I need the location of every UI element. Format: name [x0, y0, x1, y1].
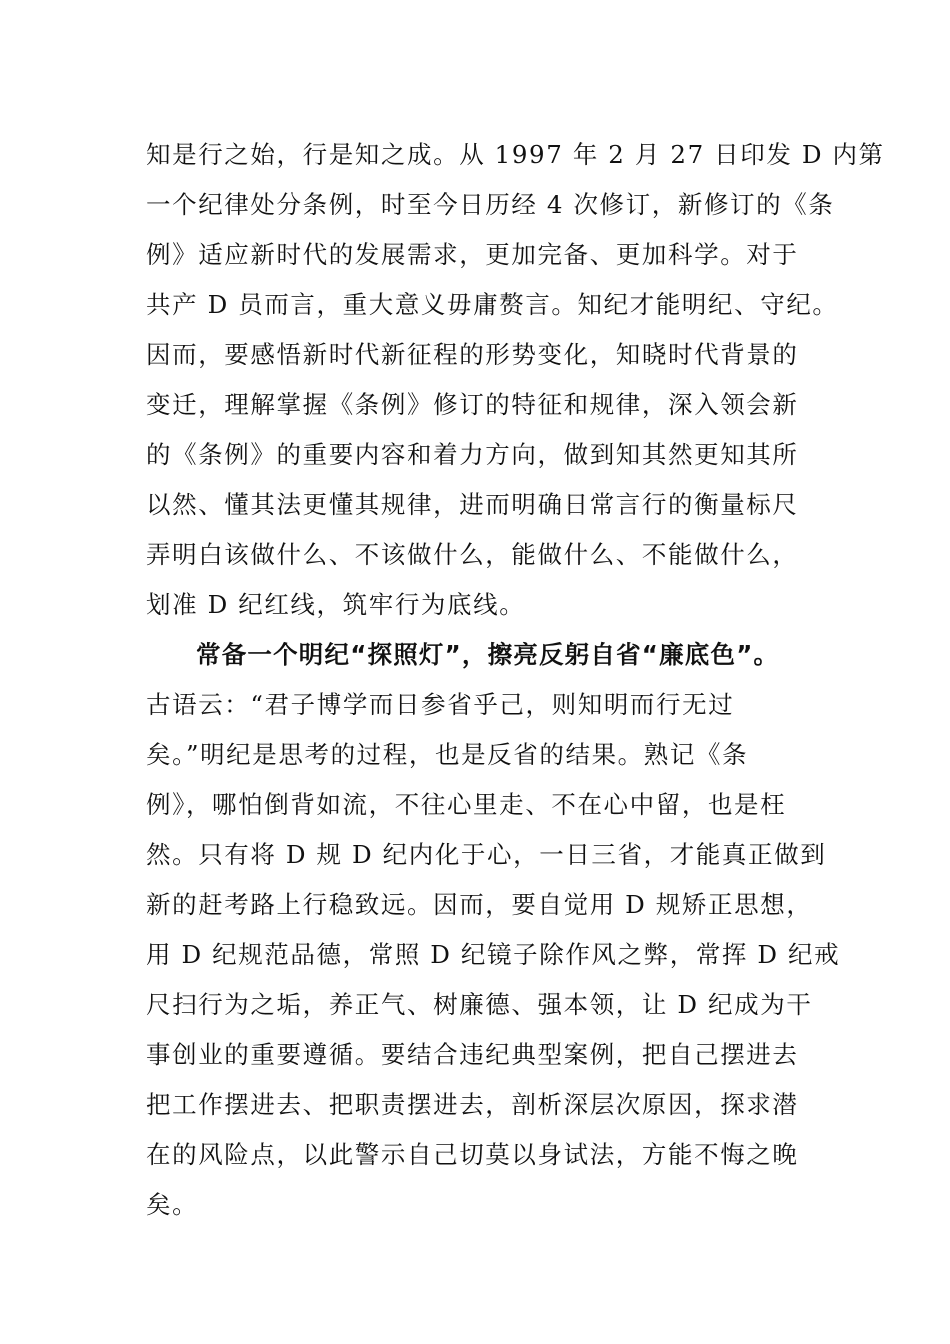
text-line: 新的赶考路上行稳致远。因而，要自觉用 D 规矫正思想， [146, 890, 813, 919]
text-line: 矣。 [146, 1190, 199, 1219]
text-line: 以然、懂其法更懂其规律，进而明确日常言行的衡量标尺 [146, 490, 799, 519]
text-line: 一个纪律处分条例，时至今日历经 4 次修订，新修订的《条 [146, 190, 835, 219]
document-body [146, 130, 885, 1230]
paragraph-1 [146, 130, 885, 630]
text-line: 例》适应新时代的发展需求，更加完备、更加科学。对于 [146, 240, 799, 269]
text-line: 把工作摆进去、把职责摆进去，剖析深层次原因，探求潜 [146, 1090, 799, 1119]
text-line: 划准 D 纪红线，筑牢行为底线。 [146, 590, 526, 619]
text-line: 用 D 纪规范品德，常照 D 纪镜子除作风之弊，常挥 D 纪戒 [146, 940, 841, 969]
text-line: 在的风险点，以此警示自己切莫以身试法，方能不悔之晚 [146, 1140, 799, 1169]
text-line: 尺扫行为之垢，养正气、树廉德、强本领，让 D 纪成为干 [146, 990, 813, 1019]
text-line: 因而，要感悟新时代新征程的形势变化，知晓时代背景的 [146, 340, 799, 369]
text-line: 变迁，理解掌握《条例》修订的特征和规律，深入领会新 [146, 390, 799, 419]
text-line: 古语云：“君子博学而日参省乎己，则知明而行无过 [146, 690, 735, 719]
text-line: 的《条例》的重要内容和着力方向，做到知其然更知其所 [146, 440, 799, 469]
text-line: 事创业的重要遵循。要结合违纪典型案例，把自己摆进去 [146, 1040, 799, 1069]
text-line: 矣。”明纪是思考的过程，也是反省的结果。熟记《条 [146, 740, 749, 769]
text-line: 然。只有将 D 规 D 纪内化于心，一日三省，才能真正做到 [146, 840, 827, 869]
section-heading: 常备一个明纪“探照灯”，擦亮反躬自省“廉底色”。 [196, 640, 780, 669]
text-line: 弄明白该做什么、不该做什么，能做什么、不能做什么， [146, 540, 799, 569]
text-line: 共产 D 员而言，重大意义毋庸赘言。知纪才能明纪、守纪。 [146, 290, 839, 319]
paragraph-2 [146, 680, 846, 1230]
text-line: 知是行之始，行是知之成。从 1997 年 2 月 27 日印发 D 内第 [146, 140, 885, 169]
text-line: 例》，哪怕倒背如流，不往心里走、不在心中留，也是枉 [146, 790, 787, 819]
